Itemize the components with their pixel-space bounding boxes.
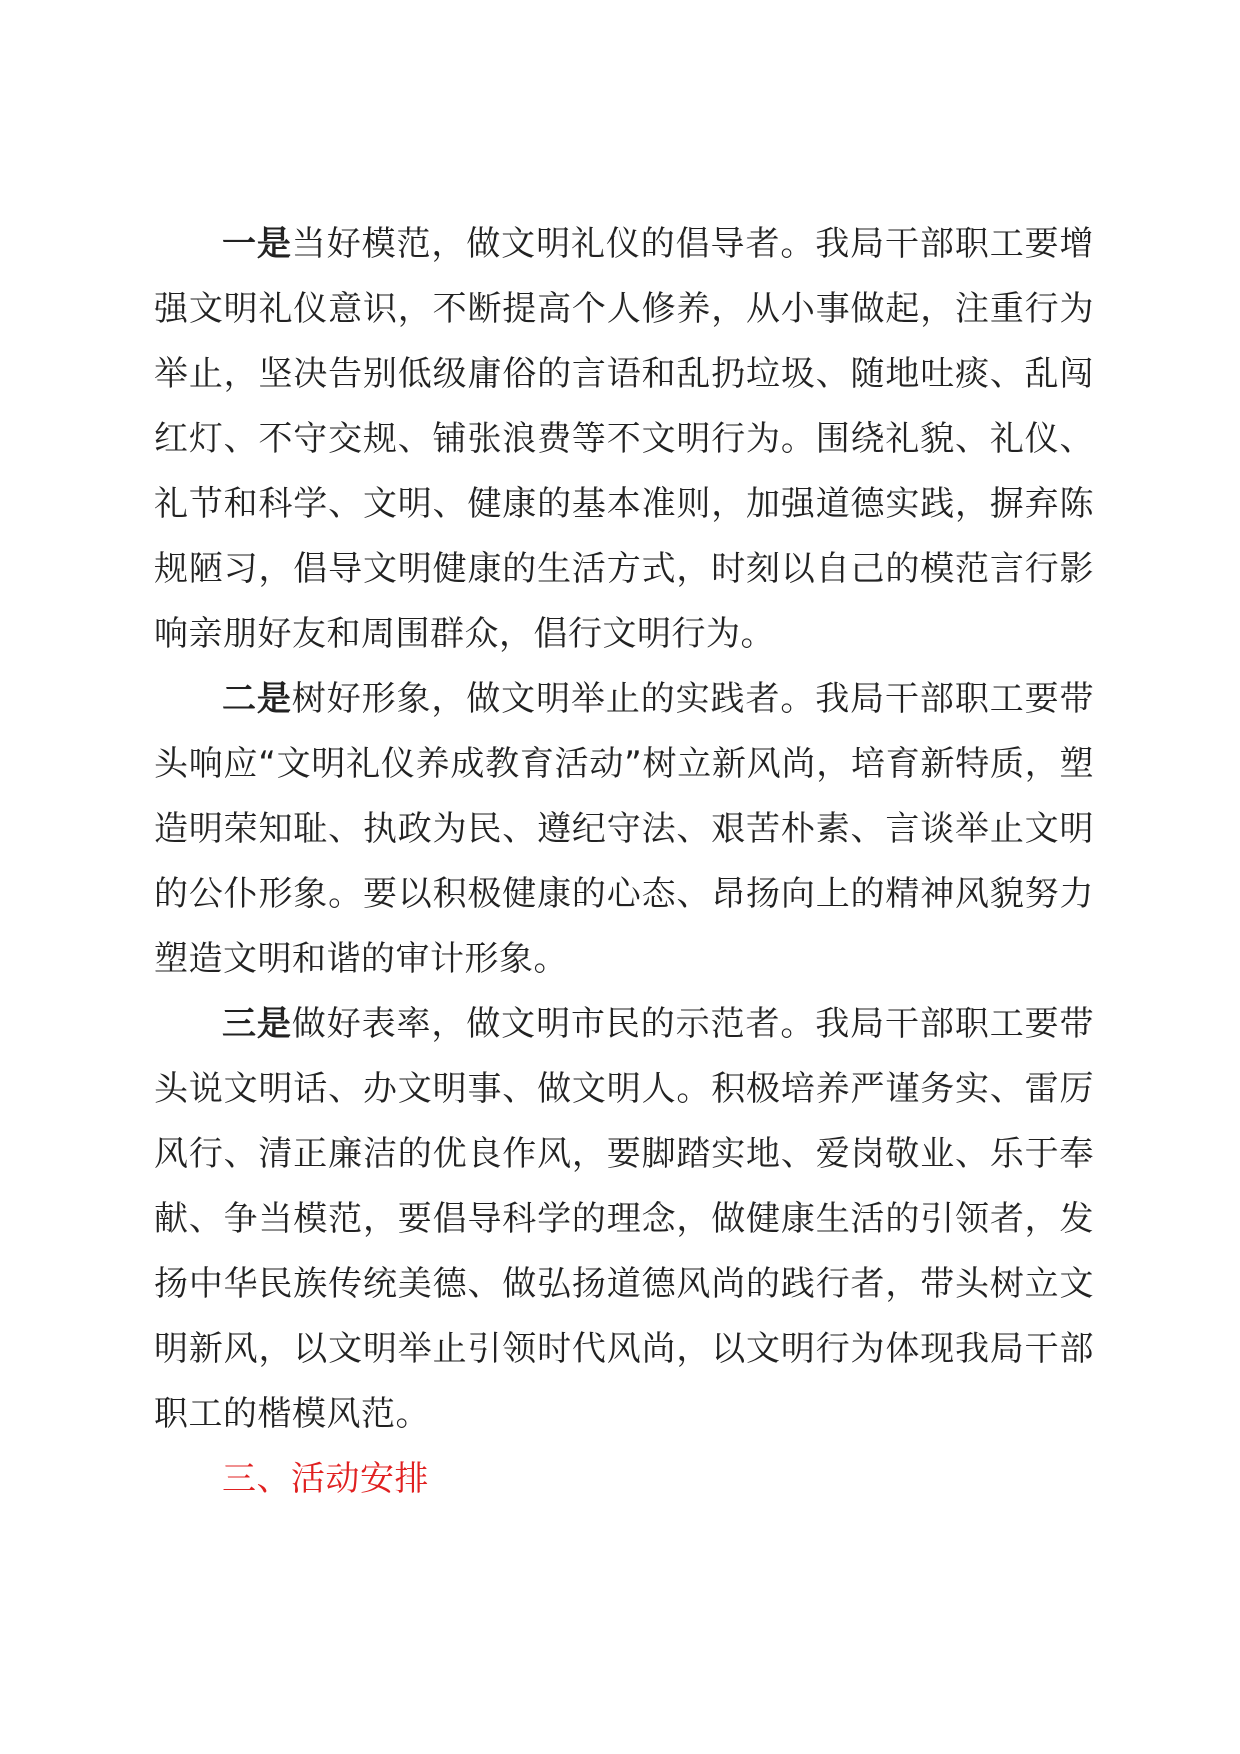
paragraph-lead: 三是 xyxy=(222,1004,292,1044)
document-page xyxy=(154,212,1094,1512)
paragraph-lead: 二是 xyxy=(222,679,292,719)
paragraph-text: 树好形象，做文明举止的实践者。我局干部职工要带头响应“文明礼仪养成教育活动”树立新风尚，培育新特质，塑造明荣知耻、执政为民、遵纪守法、艰苦朴素、言谈举止文明的公仆形象。要以积极健康的心态、昂扬向上的精神风貌努力塑造文明和谐的审计形象。 xyxy=(154,679,1095,979)
paragraph-first xyxy=(154,212,1094,667)
paragraph-third xyxy=(154,992,1094,1447)
paragraph-lead: 一是 xyxy=(222,224,292,264)
paragraph-text: 当好模范，做文明礼仪的倡导者。我局干部职工要增强文明礼仪意识，不断提高个人修养，从小事做起，注重行为举止，坚决告别低级庸俗的言语和乱扔垃圾、随地吐痰、乱闯红灯、不守交规、铺张浪费等不文明行为。围绕礼貌、礼仪、礼节和科学、文明、健康的基本准则，加强道德实践，摒弃陈规陋习，倡导文明健康的生活方式，时刻以自己的模范言行影响亲朋好友和周围群众，倡行文明行为。 xyxy=(154,224,1095,654)
paragraph-text: 做好表率，做文明市民的示范者。我局干部职工要带头说文明话、办文明事、做文明人。积极培养严谨务实、雷厉风行、清正廉洁的优良作风，要脚踏实地、爱岗敬业、乐于奉献、争当模范，要倡导科学的理念，做健康生活的引领者，发扬中华民族传统美德、做弘扬道德风尚的践行者，带头树立文明新风，以文明举止引领时代风尚，以文明行为体现我局干部职工的楷模风范。 xyxy=(154,1004,1095,1434)
paragraph-second xyxy=(154,667,1094,992)
section-heading: 三、活动安排 xyxy=(222,1459,429,1499)
